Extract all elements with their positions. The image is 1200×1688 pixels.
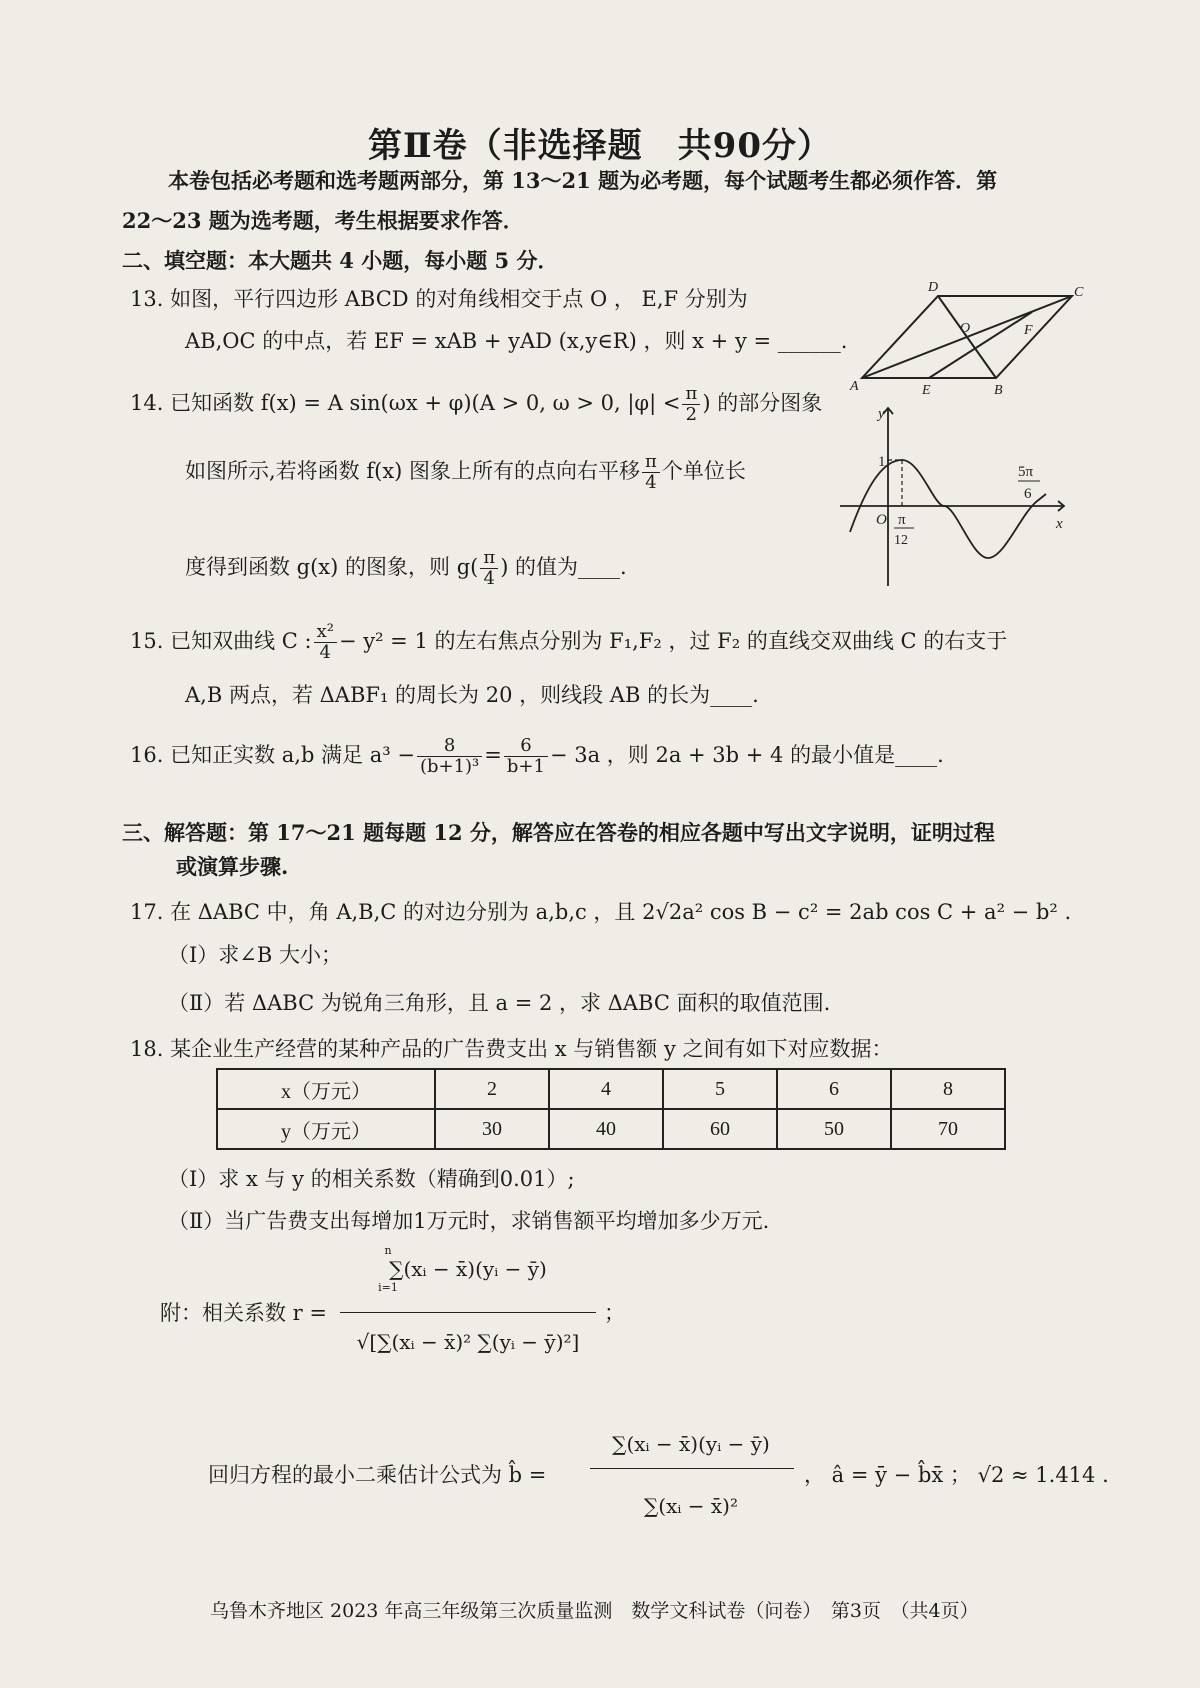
b-formula-denominator: ∑(xᵢ − x̄)²: [644, 1494, 738, 1518]
frac1-num: 8: [417, 736, 482, 757]
table-row: [217, 1109, 1005, 1149]
r-formula-denominator: √[∑(xᵢ − x̄)² ∑(yᵢ − ȳ)²]: [356, 1330, 580, 1354]
table-cell: 2: [435, 1069, 549, 1109]
q18-part-ii: （Ⅱ）当广告费支出每增加1万元时，求销售额平均增加多少万元.: [168, 1209, 770, 1233]
graph-tick-one: 1: [878, 454, 886, 470]
table-cell: y（万元）: [217, 1109, 435, 1149]
r-fraction-bar: [340, 1312, 596, 1313]
x2-over-4-den: 4: [319, 642, 331, 663]
q14-line-3: [185, 548, 627, 589]
q16-part-c: − 3a ，则 2a + 3b + 4 的最小值是____.: [549, 743, 944, 767]
fig-label-b: B: [994, 383, 1003, 394]
q14-line-1b: ) 的部分图象: [702, 391, 823, 415]
pi-over-4-den: 4: [645, 472, 657, 493]
q18-main: 18. 某企业生产经营的某种产品的广告费支出 x 与销售额 y 之间有如下对应数据：: [130, 1037, 893, 1061]
q16-part-b: =: [484, 743, 502, 767]
table-row: [217, 1069, 1005, 1109]
r-formula-numerator: [338, 1244, 598, 1294]
six-over-b1: [504, 736, 548, 777]
table-cell: 6: [777, 1069, 891, 1109]
q14-line-2a: 如图所示,若将函数 f(x) 图象上所有的点向右平移: [185, 459, 641, 483]
q13-line-2: AB,OC 的中点，若 EF = xAB + yAD (x,y∈R) ，则 x + y = ______.: [185, 329, 848, 353]
pi-over-4-arg: [480, 548, 498, 589]
appendix-b-label: 回归方程的最小二乘估计公式为 b̂ =: [208, 1463, 547, 1487]
q14-line-3b: ) 的值为____.: [500, 555, 627, 579]
q16-part-a: 16. 已知正实数 a,b 满足 a³ −: [130, 743, 415, 767]
x2-over-4-num: x²: [314, 622, 337, 643]
graph-tick-6: 6: [1024, 486, 1032, 502]
appendix-r-label: 附：相关系数 r =: [160, 1301, 327, 1325]
section-fill-in-heading: 二、填空题：本大题共 4 小题，每小题 5 分．: [122, 248, 559, 273]
pi-over-4-arg-num: π: [480, 548, 498, 569]
q15-line-1b: − y² = 1 的左右焦点分别为 F₁,F₂ ，过 F₂ 的直线交双曲线 C 的右支于: [338, 629, 1008, 653]
fig-label-d: D: [928, 282, 939, 295]
graph-y-label: y: [878, 406, 885, 422]
table-cell: 30: [435, 1109, 549, 1149]
graph-tick-pi: π: [898, 512, 906, 528]
pi-over-4-arg-den: 4: [483, 568, 495, 589]
q17-part-ii: （Ⅱ）若 ΔABC 为锐角三角形，且 a = 2 ，求 ΔABC 面积的取值范围.: [168, 991, 831, 1015]
frac1-den: (b+1)³: [419, 756, 480, 777]
section-solve-heading-2: 或演算步骤.: [176, 854, 289, 879]
graph-x-label: x: [1056, 516, 1063, 532]
data-table: [216, 1068, 1006, 1150]
pi-over-2-num: π: [682, 384, 700, 405]
r-formula-end: ；: [604, 1301, 625, 1325]
pi-over-4: [642, 452, 660, 493]
graph-tick-5pi: 5π: [1018, 464, 1034, 480]
section-solve-heading-1: 三、解答题：第 17～21 题每题 12 分，解答应在答卷的相应各题中写出文字说明，证明过程: [122, 820, 995, 845]
fig-label-f: F: [1024, 323, 1033, 338]
r-sum-bottom: i=1: [378, 1281, 398, 1294]
b-formula-numerator: ∑(xᵢ − x̄)(yᵢ − ȳ): [612, 1432, 770, 1456]
table-cell: 4: [549, 1069, 663, 1109]
table-cell: 60: [663, 1109, 777, 1149]
q14-line-2b: 个单位长: [661, 459, 746, 483]
pi-over-2-den: 2: [685, 404, 698, 425]
q15-line-1: [130, 622, 1007, 663]
table-cell: x（万元）: [217, 1069, 435, 1109]
sine-graph-figure: [836, 402, 1070, 588]
q17-main: 17. 在 ΔABC 中，角 A,B,C 的对边分别为 a,b,c ，且 2√2a² cos B − c² = 2ab cos C + a² − b² .: [130, 900, 1072, 924]
fig-label-o: O: [960, 321, 971, 336]
q16-line: [130, 736, 944, 777]
page-footer: 乌鲁木齐地区 2023 年高三年级第三次质量监测 数学文科试卷（问卷） 第3页 （共4页）: [210, 1600, 979, 1622]
table-cell: 40: [549, 1109, 663, 1149]
b-formula-end: ， â = ȳ − b̂x̄ ； √2 ≈ 1.414 .: [804, 1463, 1109, 1487]
frac2-den: b+1: [506, 756, 545, 777]
q15-line-1a: 15. 已知双曲线 C :: [130, 629, 312, 653]
q18-part-i: （Ⅰ）求 x 与 y 的相关系数（精确到0.01）;: [168, 1167, 575, 1191]
pi-over-2: [682, 384, 700, 425]
graph-origin: O: [876, 512, 887, 528]
q13-line-1: 13. 如图，平行四边形 ABCD 的对角线相交于点 O ， E,F 分别为: [130, 287, 748, 311]
x2-over-4: [314, 622, 337, 663]
r-num-text: ∑(xᵢ − x̄)(yᵢ − ȳ): [389, 1257, 547, 1281]
q14-line-1a: 14. 已知函数 f(x) = A sin(ωx + φ)(A > 0, ω > 0, |φ| <: [130, 391, 681, 415]
pi-over-4-num: π: [642, 452, 660, 473]
q14-line-2: [185, 452, 746, 493]
q17-part-i: （Ⅰ）求∠B 大小；: [168, 943, 342, 967]
fig-label-c: C: [1074, 285, 1084, 300]
eight-over-b1cubed: [417, 736, 482, 777]
q15-line-2: A,B 两点，若 ΔABF₁ 的周长为 20 ，则线段 AB 的长为____.: [185, 683, 759, 707]
b-fraction-bar: [590, 1468, 794, 1469]
table-cell: 70: [891, 1109, 1005, 1149]
frac2-num: 6: [504, 736, 548, 757]
fig-label-e: E: [922, 383, 931, 394]
fig-label-a: A: [850, 379, 859, 394]
table-cell: 8: [891, 1069, 1005, 1109]
intro-line-1: 本卷包括必考题和选考题两部分，第 13～21 题为必考题，每个试题考生都必须作答．第: [168, 168, 998, 193]
q14-line-1: [130, 384, 822, 425]
r-sum-top: n: [384, 1244, 392, 1257]
table-cell: 50: [777, 1109, 891, 1149]
page-title: 第Ⅱ卷（非选择题 共90分）: [368, 126, 832, 166]
table-cell: 5: [663, 1069, 777, 1109]
q14-line-3a: 度得到函数 g(x) 的图象，则 g(: [185, 555, 479, 579]
intro-line-2: 22～23 题为选考题，考生根据要求作答．: [122, 208, 524, 233]
graph-tick-12: 12: [894, 533, 908, 548]
parallelogram-figure: [848, 282, 1088, 394]
